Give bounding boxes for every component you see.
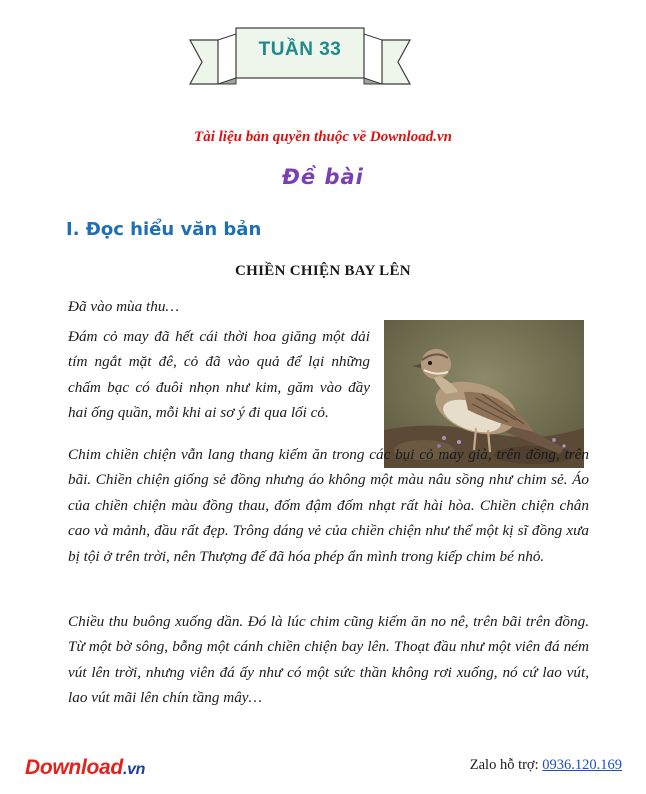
paragraph-3: Chim chiền chiện vẫn lang thang kiếm ăn trong các bụi cỏ may già, trên đồng, trên bãi. Chiền chiện giống sẻ đồng nhưng áo không một màu nâu sồng như chim sẻ. Áo của chiền chiện màu đồng thau, đốm đậm đốm nhạt rất hài hòa. Chiền chiện chân cao và mảnh, đầu rất đẹp. Trông dáng vẻ của chiền chiện như thể một kị sĩ đồng xưa bị tội ở trên trời, nên Thượng đế đã hóa phép ẩn mình trong kiếp chim bé nhỏ.	[68, 446, 589, 565]
section-heading: I. Đọc hiểu văn bản	[66, 219, 262, 240]
text-title: CHIỀN CHIỆN BAY LÊN	[235, 263, 411, 279]
paragraph-2: Đám cỏ may đã hết cái thời hoa giăng một dải tím ngắt mặt đê, cỏ đã vào quả để lại những chấm bạc có đuôi nhọn như kim, găm vào đầy hai ống quần, mỗi khi ai sơ ý đi qua lối cỏ.	[68, 328, 370, 422]
paragraph-1: Đã vào mùa thu…	[68, 298, 179, 315]
zalo-phone-link[interactable]: 0936.120.169	[542, 757, 622, 773]
logo-suffix-text: .vn	[122, 761, 146, 778]
exercise-subtitle: Đề bài	[282, 165, 364, 189]
paragraph-4: Chiều thu buông xuống dần. Đó là lúc chim cũng kiếm ăn no nê, trên bãi trên đồng. Từ một bờ sông, bỗng một cánh chiền chiện bay lên. Thoạt đầu như một viên đá ném vút lên trời, nhưng viên đá ấy như có một sức thần không rơi xuống, nó cứ lao vút, lao vút mãi lên chín tầng mây…	[68, 613, 589, 707]
zalo-support	[452, 757, 622, 774]
week-banner	[188, 22, 412, 96]
download-logo[interactable]	[25, 756, 145, 780]
week-title: TUẦN 33	[258, 39, 342, 60]
logo-main-text: Download	[25, 756, 123, 779]
copyright-notice: Tài liệu bản quyền thuộc về Download.vn	[194, 129, 452, 145]
zalo-label: Zalo hỗ trợ:	[469, 757, 543, 773]
